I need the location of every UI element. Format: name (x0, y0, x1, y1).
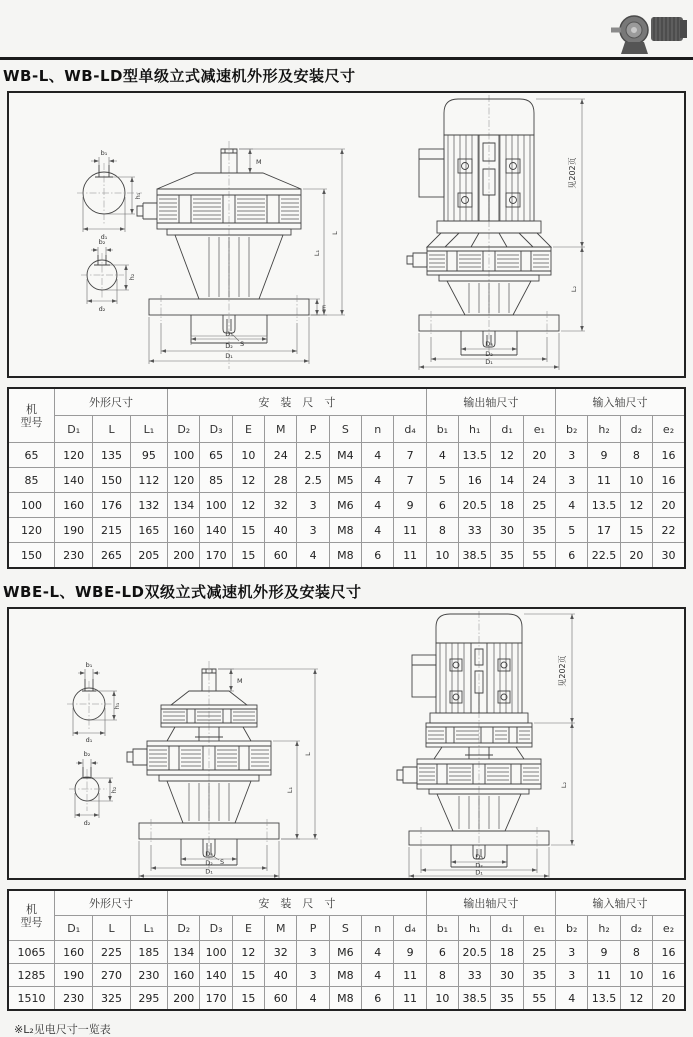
table-cell: 17 (588, 518, 620, 543)
table-cell: 20 (653, 493, 685, 518)
table-row (8, 543, 685, 569)
table-cell: 100 (200, 493, 232, 518)
table-cell: 230 (54, 987, 92, 1011)
table-cell: 11 (588, 964, 620, 987)
svg-text:L₁: L₁ (313, 249, 321, 257)
svg-text:h₂: h₂ (128, 273, 136, 281)
table-cell: 33 (459, 518, 491, 543)
table-cell: 13.5 (588, 493, 620, 518)
table-cell: 3 (556, 468, 588, 493)
table-cell: 200 (168, 987, 200, 1011)
svg-text:L₁: L₁ (286, 786, 294, 794)
svg-text:d₁: d₁ (85, 736, 93, 744)
section1-drawing-box (7, 91, 686, 378)
svg-text:D₂: D₂ (475, 861, 483, 870)
table-cell: 7 (394, 468, 426, 493)
svg-text:D₁: D₁ (475, 868, 483, 877)
table-cell: 3 (297, 964, 329, 987)
table-row (8, 941, 685, 964)
svg-text:D₂: D₂ (485, 350, 493, 358)
svg-text:D₃: D₃ (475, 853, 483, 861)
column-header: E (232, 916, 264, 941)
table-cell: 6 (426, 493, 458, 518)
column-header: d₁ (491, 416, 523, 443)
table-cell: 18 (491, 493, 523, 518)
mounting-dims-header: 安 装 尺 寸 (168, 388, 427, 416)
table-cell: 2.5 (297, 443, 329, 468)
table-cell: 1065 (8, 941, 54, 964)
table-cell: 295 (130, 987, 167, 1011)
table-cell: 190 (54, 964, 92, 987)
table-cell: 25 (523, 493, 555, 518)
table-cell: 7 (394, 443, 426, 468)
footnote: ※L₂见电尺寸一览表 (14, 1023, 111, 1036)
table-row (8, 964, 685, 987)
column-header: b₁ (426, 916, 458, 941)
table-cell: 160 (54, 941, 92, 964)
column-header: d₂ (620, 916, 652, 941)
table-cell: 11 (394, 987, 426, 1011)
table-cell: 16 (459, 468, 491, 493)
reducer-front-view (83, 141, 345, 369)
table-cell: 120 (8, 518, 54, 543)
table-cell: 33 (459, 964, 491, 987)
table-cell: 134 (168, 493, 200, 518)
table-cell: 3 (297, 493, 329, 518)
table-row (8, 987, 685, 1011)
table-cell: 40 (265, 964, 297, 987)
table-cell: M8 (329, 543, 361, 569)
column-header: h₁ (459, 416, 491, 443)
column-header: d₂ (620, 416, 652, 443)
table-cell: 12 (620, 493, 652, 518)
column-header: D₃ (200, 916, 232, 941)
section1-title: WB-L、WB-LD型单级立式减速机外形及安装尺寸 (3, 67, 356, 85)
table-cell: 140 (200, 964, 232, 987)
table-cell: 24 (523, 468, 555, 493)
svg-text:S: S (240, 340, 245, 348)
column-header: b₂ (556, 416, 588, 443)
column-header: b₁ (426, 416, 458, 443)
table-cell: 65 (8, 443, 54, 468)
table-cell: 10 (620, 964, 652, 987)
table-cell: 35 (523, 518, 555, 543)
column-header: L (93, 416, 130, 443)
column-header: S (329, 416, 361, 443)
table-cell: 30 (653, 543, 685, 569)
outline-dims-header: 外形尺寸 (54, 388, 167, 416)
table-cell: 60 (265, 987, 297, 1011)
table-cell: 30 (491, 964, 523, 987)
gear-motor-photo (607, 10, 689, 56)
table-cell: 3 (556, 941, 588, 964)
table-cell: 170 (200, 987, 232, 1011)
double-stage-reducer-drawing (9, 609, 684, 878)
column-header: L₁ (130, 916, 167, 941)
column-header: e₂ (653, 916, 685, 941)
table-cell: 5 (426, 468, 458, 493)
table-cell: 10 (426, 987, 458, 1011)
table-cell: 150 (93, 468, 130, 493)
svg-text:D₃: D₃ (485, 340, 493, 348)
column-header: n (362, 416, 394, 443)
table-cell: 12 (232, 468, 264, 493)
table-cell: 230 (130, 964, 167, 987)
table-cell: M4 (329, 443, 361, 468)
table-cell: 8 (426, 518, 458, 543)
column-header: S (329, 916, 361, 941)
table-cell: 32 (265, 941, 297, 964)
double-reducer-with-motor-view (397, 611, 575, 878)
table-cell: 134 (168, 941, 200, 964)
column-header: e₁ (523, 916, 555, 941)
column-header: h₂ (588, 916, 620, 941)
model-column-header: 机 型号 (8, 388, 54, 443)
table-cell: 12 (232, 941, 264, 964)
svg-text:D₂: D₂ (205, 859, 213, 867)
table-cell: 140 (200, 518, 232, 543)
divider (0, 57, 693, 60)
table-cell: 28 (265, 468, 297, 493)
table-cell: 4 (362, 964, 394, 987)
column-header: D₃ (200, 416, 232, 443)
table-cell: 95 (130, 443, 167, 468)
svg-text:d₂: d₂ (83, 819, 91, 827)
table-cell: 150 (8, 543, 54, 569)
table-cell: 1285 (8, 964, 54, 987)
column-header: n (362, 916, 394, 941)
table-cell: 9 (394, 941, 426, 964)
table-cell: 20.5 (459, 493, 491, 518)
table-cell: 9 (588, 941, 620, 964)
table-cell: 176 (93, 493, 130, 518)
svg-text:E: E (322, 304, 327, 312)
svg-text:L₂: L₂ (560, 781, 568, 789)
table-cell: 13.5 (588, 987, 620, 1011)
table-cell: 4 (556, 987, 588, 1011)
sub-header-row (8, 416, 685, 443)
table-cell: M6 (329, 941, 361, 964)
table-cell: 16 (653, 941, 685, 964)
table-cell: 38.5 (459, 543, 491, 569)
svg-text:D₁: D₁ (485, 358, 493, 366)
table-cell: 190 (54, 518, 92, 543)
output-shaft-section-diagram (67, 661, 121, 744)
table-cell: 3 (556, 964, 588, 987)
double-reducer-front-view (73, 661, 318, 878)
table-cell: 4 (297, 987, 329, 1011)
table-cell: 140 (54, 468, 92, 493)
table-cell: 20 (620, 543, 652, 569)
table-cell: 9 (394, 493, 426, 518)
table-cell: 20 (653, 987, 685, 1011)
single-stage-reducer-drawing (9, 93, 684, 376)
table-cell: 3 (297, 941, 329, 964)
svg-text:M: M (237, 677, 243, 685)
table-cell: 3 (556, 443, 588, 468)
sub-header-row (8, 916, 685, 941)
table-cell: 5 (556, 518, 588, 543)
table-cell: 230 (54, 543, 92, 569)
table-cell: 32 (265, 493, 297, 518)
column-header: e₁ (523, 416, 555, 443)
table-cell: 38.5 (459, 987, 491, 1011)
table-row (8, 443, 685, 468)
table-cell: 8 (620, 443, 652, 468)
single-stage-dimension-table (7, 387, 686, 569)
table-row (8, 468, 685, 493)
table-cell: 20.5 (459, 941, 491, 964)
column-header: M (265, 916, 297, 941)
table-cell: 185 (130, 941, 167, 964)
svg-text:S: S (220, 858, 225, 866)
table-cell: 4 (362, 941, 394, 964)
table-cell: 9 (588, 443, 620, 468)
table-cell: 160 (168, 518, 200, 543)
table-cell: 55 (523, 543, 555, 569)
model-column-header: 机 型号 (8, 890, 54, 941)
table-cell: 18 (491, 941, 523, 964)
table-cell: 225 (93, 941, 130, 964)
table-cell: 15 (620, 518, 652, 543)
table-cell: 15 (232, 987, 264, 1011)
table-cell: 8 (620, 941, 652, 964)
svg-text:见202页: 见202页 (568, 157, 577, 189)
table-cell: 12 (491, 443, 523, 468)
svg-text:L₂: L₂ (570, 285, 578, 293)
table-cell: 13.5 (459, 443, 491, 468)
svg-text:b₁: b₁ (100, 149, 108, 157)
table-cell: 200 (168, 543, 200, 569)
svg-text:M: M (256, 158, 262, 166)
svg-text:b₁: b₁ (85, 661, 93, 669)
table-cell: 4 (362, 493, 394, 518)
table-cell: 135 (93, 443, 130, 468)
table-cell: 40 (265, 518, 297, 543)
table-cell: M8 (329, 518, 361, 543)
table-cell: 22.5 (588, 543, 620, 569)
table-cell: 11 (394, 964, 426, 987)
mounting-dims-header: 安 装 尺 寸 (168, 890, 427, 916)
table-cell: 11 (588, 468, 620, 493)
table-cell: 12 (620, 987, 652, 1011)
column-header: E (232, 416, 264, 443)
table-row (8, 493, 685, 518)
section2-title: WBE-L、WBE-LD双级立式减速机外形及安装尺寸 (3, 583, 362, 601)
table-cell: 6 (362, 987, 394, 1011)
group-header-row (8, 890, 685, 916)
table-cell: 15 (232, 518, 264, 543)
table-cell: 35 (491, 543, 523, 569)
svg-text:d₂: d₂ (98, 305, 106, 313)
table-cell: 120 (54, 443, 92, 468)
table-cell: 2.5 (297, 468, 329, 493)
table-cell: 85 (8, 468, 54, 493)
table-cell: 55 (523, 987, 555, 1011)
table-cell: 60 (265, 543, 297, 569)
column-header: b₂ (556, 916, 588, 941)
svg-text:h₂: h₂ (110, 786, 118, 794)
column-header: L₁ (130, 416, 167, 443)
svg-text:L: L (304, 752, 312, 756)
table-cell: 12 (232, 493, 264, 518)
svg-text:d₁: d₁ (100, 233, 108, 241)
svg-text:D₁: D₁ (205, 867, 213, 876)
column-header: M (265, 416, 297, 443)
table-cell: 8 (426, 964, 458, 987)
svg-text:h₁: h₁ (134, 192, 142, 200)
svg-text:b₂: b₂ (98, 238, 106, 246)
table-cell: 85 (200, 468, 232, 493)
table-cell: 215 (93, 518, 130, 543)
column-header: P (297, 916, 329, 941)
table-cell: 170 (200, 543, 232, 569)
table-cell: M5 (329, 468, 361, 493)
table-cell: 10 (426, 543, 458, 569)
table-cell: 132 (130, 493, 167, 518)
table-cell: 20 (523, 443, 555, 468)
svg-text:D₃: D₃ (225, 330, 233, 338)
column-header: D₁ (54, 916, 92, 941)
svg-text:L: L (331, 231, 339, 235)
page-header (0, 0, 693, 57)
table-cell: 16 (653, 964, 685, 987)
table-cell: 35 (491, 987, 523, 1011)
table-cell: 4 (362, 443, 394, 468)
table-cell: 120 (168, 468, 200, 493)
table-cell: 6 (556, 543, 588, 569)
table-cell: 15 (232, 964, 264, 987)
table-cell: M8 (329, 964, 361, 987)
column-header: D₁ (54, 416, 92, 443)
section2-drawing-box (7, 607, 686, 880)
table-cell: M8 (329, 987, 361, 1011)
table-cell: 112 (130, 468, 167, 493)
table-cell: 4 (362, 468, 394, 493)
table-cell: 100 (8, 493, 54, 518)
column-header: D₂ (168, 416, 200, 443)
table-cell: 65 (200, 443, 232, 468)
table-cell: 25 (523, 941, 555, 964)
svg-text:D₂: D₂ (225, 342, 233, 350)
table-cell: 4 (556, 493, 588, 518)
table-cell: 265 (93, 543, 130, 569)
table-cell: 100 (200, 941, 232, 964)
svg-text:D₁: D₁ (225, 352, 233, 360)
column-header: D₂ (168, 916, 200, 941)
column-header: h₂ (588, 416, 620, 443)
table-cell: 205 (130, 543, 167, 569)
input-shaft-dims-header: 输入轴尺寸 (556, 388, 685, 416)
table-cell: 3 (297, 518, 329, 543)
table-cell: 4 (297, 543, 329, 569)
table-cell: 11 (394, 543, 426, 569)
column-header: e₂ (653, 416, 685, 443)
table-cell: 6 (426, 941, 458, 964)
table-row (8, 518, 685, 543)
table-cell: 160 (54, 493, 92, 518)
table-cell: 160 (168, 964, 200, 987)
table-cell: 325 (93, 987, 130, 1011)
outline-dims-header: 外形尺寸 (54, 890, 167, 916)
table-cell: 15 (232, 543, 264, 569)
group-header-row (8, 388, 685, 416)
column-header: h₁ (459, 916, 491, 941)
reducer-with-motor-view (407, 95, 585, 370)
table-cell: 10 (620, 468, 652, 493)
column-header: d₄ (394, 916, 426, 941)
svg-text:b₂: b₂ (83, 750, 91, 758)
table-cell: 1510 (8, 987, 54, 1011)
table-cell: 4 (362, 518, 394, 543)
table-cell: 30 (491, 518, 523, 543)
input-shaft-dims-header: 输入轴尺寸 (556, 890, 685, 916)
table-cell: 11 (394, 518, 426, 543)
table-cell: 22 (653, 518, 685, 543)
table-cell: 14 (491, 468, 523, 493)
table-cell: 100 (168, 443, 200, 468)
table-cell: 270 (93, 964, 130, 987)
table-cell: 165 (130, 518, 167, 543)
double-stage-dimension-table (7, 889, 686, 1011)
column-header: L (93, 916, 130, 941)
table-cell: 6 (362, 543, 394, 569)
output-shaft-dims-header: 输出轴尺寸 (426, 890, 555, 916)
svg-text:D₃: D₃ (205, 850, 213, 858)
table-cell: 16 (653, 468, 685, 493)
svg-text:h₁: h₁ (113, 702, 121, 710)
table-cell: 10 (232, 443, 264, 468)
svg-text:见202页: 见202页 (558, 655, 567, 687)
table-cell: 4 (426, 443, 458, 468)
column-header: d₁ (491, 916, 523, 941)
table-cell: 35 (523, 964, 555, 987)
table-cell: M6 (329, 493, 361, 518)
output-shaft-section-diagram (77, 149, 142, 241)
table-cell: 16 (653, 443, 685, 468)
output-shaft-dims-header: 输出轴尺寸 (426, 388, 555, 416)
table-cell: 24 (265, 443, 297, 468)
column-header: P (297, 416, 329, 443)
column-header: d₄ (394, 416, 426, 443)
